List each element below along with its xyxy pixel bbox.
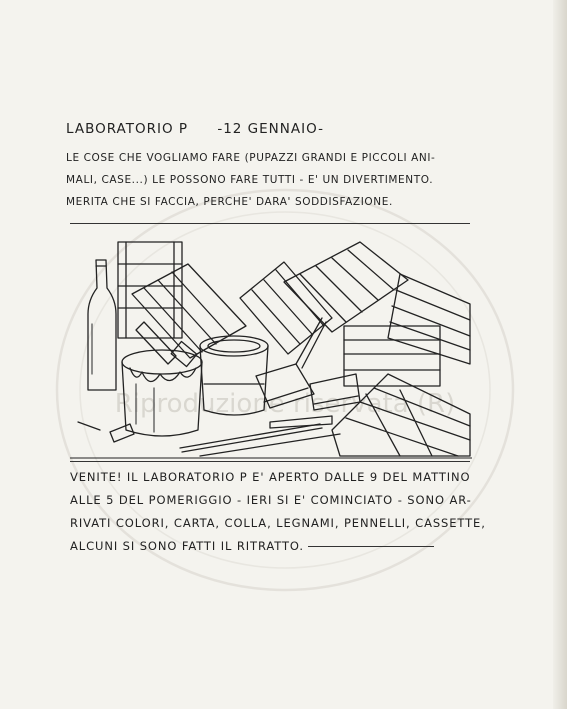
intro-section (66, 121, 486, 213)
closing-line: ALCUNI SI SONO FATTI IL RITRATTO. (70, 539, 304, 553)
page-edge (553, 0, 567, 709)
watermark-text: Riproduzione riservata (R) (114, 389, 456, 419)
entry-date: -12 GENNAIO- (217, 121, 324, 137)
closing-line: VENITE! IL LABORATORIO P E' APERTO DALLE 9 DEL MATTINO (70, 470, 471, 484)
wooden-crate-icon (240, 262, 332, 354)
wooden-crate-icon (284, 242, 408, 332)
page-title-line (66, 121, 486, 137)
chair-icon (118, 242, 182, 338)
section-divider (70, 223, 470, 224)
closing-line-wrapper (70, 535, 490, 558)
closing-line: ALLE 5 DEL POMERIGGIO - IERI SI E' COMINCIATO - SONO AR- (70, 493, 472, 507)
intro-line: MALI, CASE...) LE POSSONO FARE TUTTI - E' UN DIVERTIMENTO. (66, 174, 434, 186)
intro-line: LE COSE CHE VOGLIAMO FARE (PUPAZZI GRANDI E PICCOLI ANI- (66, 152, 436, 164)
wooden-crate-icon (388, 274, 470, 364)
page-title: LABORATORIO P (66, 121, 189, 137)
bottle-icon (88, 260, 116, 390)
closing-section (70, 466, 490, 558)
brush-icon (136, 322, 197, 367)
closing-line: RIVATI COLORI, CARTA, COLLA, LEGNAMI, PENNELLI, CASSETTE, (70, 516, 486, 530)
intro-line: MERITA CHE SI FACCIA, PERCHE' DARA' SODDISFAZIONE. (66, 196, 393, 208)
illustration (70, 234, 472, 460)
closing-underline (308, 546, 434, 547)
section-divider (70, 461, 470, 462)
brush-icon (310, 374, 360, 410)
pencil-icon (78, 416, 340, 456)
